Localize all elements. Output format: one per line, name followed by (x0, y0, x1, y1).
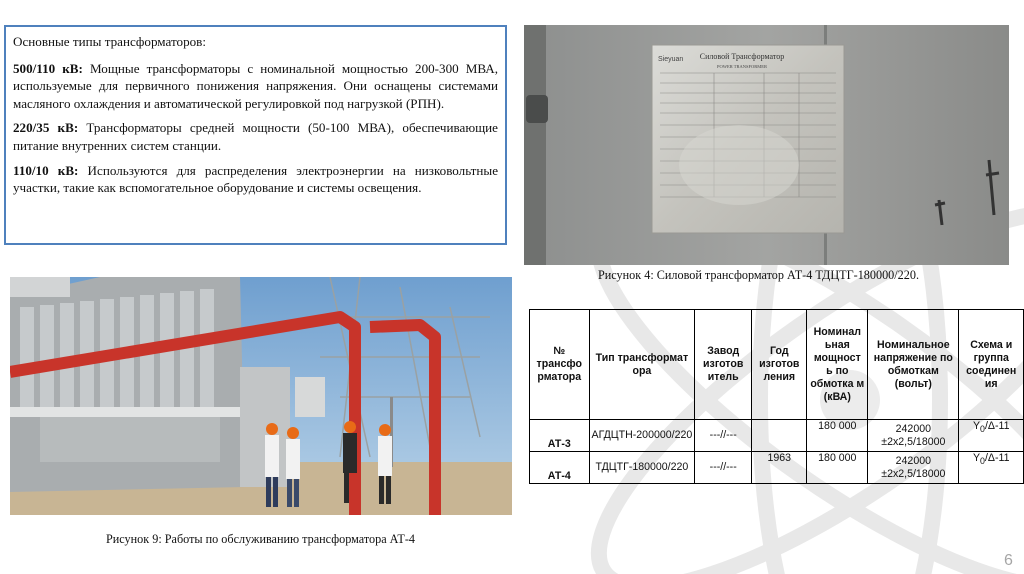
transformer-types-textbox (4, 25, 507, 245)
cell-name: АТ-4 (530, 452, 590, 484)
page-number: 6 (1004, 552, 1013, 569)
figure-4-caption: Рисунок 4: Силовой трансформатор АТ-4 ТДЦТГ-180000/220. (598, 268, 919, 282)
type-label: 220/35 кВ: (13, 120, 79, 136)
table-row (530, 420, 1024, 452)
textbox-heading: Основные типы трансформаторов: (13, 34, 206, 49)
cell-voltage: 242000 ±2х2,5/18000 (868, 452, 959, 484)
cell-scheme (959, 452, 1024, 484)
header-number: № трансфо рматора (530, 310, 590, 420)
cell-factory: ---//--- (695, 420, 752, 452)
type-description: Используются для распределения электроэнергии на низковольтные участки, такие как вспомогательное оборудование и системы освещения. (13, 162, 499, 196)
cell-voltage: 242000 ±2х2,5/18000 (868, 420, 959, 452)
header-voltage: Номинальное напряжение по обмоткам (вольт) (868, 310, 959, 420)
type-description: Мощные трансформаторы с номинальной мощностью 200-300 МВА, используемые для первичного понижения напряжения. Они оснащены системами масляного охлаждения и автоматической регулировкой под нагрузкой (РПН). (13, 60, 499, 111)
cell-power: 180 000 (807, 452, 868, 484)
header-year: Год изготов ления (752, 310, 807, 420)
nameplate-subtitle: POWER TRANSFORMER (716, 64, 768, 69)
scheme-main: Y (972, 452, 981, 464)
cell-factory: ---//--- (695, 452, 752, 484)
type-label: 110/10 кВ: (13, 162, 79, 178)
type-110-10 (13, 162, 498, 197)
cell-year (752, 420, 807, 452)
figure-9-caption: Рисунок 9: Работы по обслуживанию трансформатора АТ-4 (106, 532, 415, 546)
header-type: Тип трансформат ора (589, 310, 695, 420)
table-row (530, 452, 1024, 484)
cell-name: АТ-3 (530, 420, 590, 452)
table-header-row (530, 310, 1024, 420)
header-scheme: Схема и группа соединен ия (959, 310, 1024, 420)
cell-scheme (959, 420, 1024, 452)
scheme-rest: /Δ-11 (984, 420, 1010, 432)
cell-year: 1963 (752, 452, 807, 484)
cell-type: АГДЦТН-200000/220 (589, 420, 695, 452)
transformers-table (529, 309, 1024, 484)
type-label: 500/110 кВ: (13, 60, 83, 76)
scheme-main: Y (972, 420, 981, 432)
nameplate-title: Силовой Трансформатор (699, 52, 785, 61)
type-220-35 (13, 119, 498, 154)
scheme-sub: 0 (980, 456, 985, 467)
type-description: Трансформаторы средней мощности (50-100 МВА), обеспечивающие питание внутренних систем станции. (13, 120, 498, 153)
nameplate-photo (524, 25, 1009, 265)
scheme-rest: /Δ-11 (984, 452, 1010, 464)
cell-type: ТДЦТГ-180000/220 (589, 452, 695, 484)
nameplate-maker: Sieyuan (658, 56, 684, 63)
scheme-sub: 0 (980, 424, 985, 435)
header-power: Номинал ьная мощност ь по обмотка м (кВА) (807, 310, 868, 420)
cell-power: 180 000 (807, 420, 868, 452)
maintenance-photo (10, 277, 512, 515)
header-factory: Завод изготов итель (695, 310, 752, 420)
type-500-110 (13, 60, 498, 113)
